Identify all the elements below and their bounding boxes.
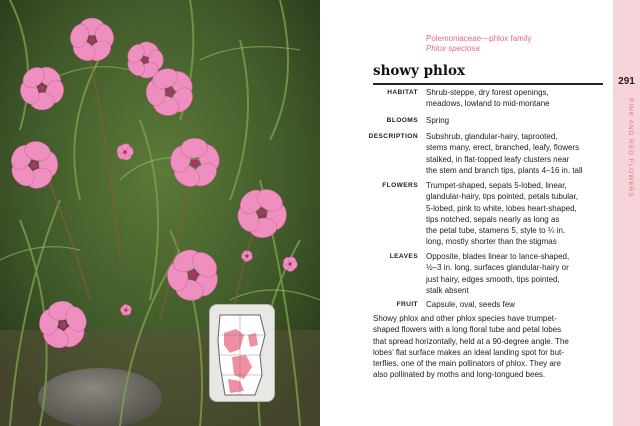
attr-line: meadows, lowland to mid-montane	[426, 99, 550, 109]
attr-line: 5-lobed, pink to white, lobes heart-shaped,	[426, 203, 577, 213]
range-map-graphic	[210, 305, 274, 401]
attr-line: tips notched, sepals nearly as long as	[426, 214, 560, 224]
attr-line: the stem and branch tips, plants 4–16 in. tall	[426, 165, 583, 175]
description-line: that spread horizontally, held at a 90-degree angle. The	[373, 336, 569, 346]
attr-line: Shrub-steppe, dry forest openings,	[426, 88, 549, 97]
common-name: showy phlox	[373, 63, 466, 79]
attr-line: stems many, erect, branched, leafy, flowers	[426, 143, 580, 153]
description-line: shaped flowers with a long floral tube and petal lobes	[373, 325, 562, 335]
attr-line: Opposite, blades linear to lance-shaped,	[426, 252, 570, 261]
scientific-name: Phlox speciosa	[426, 44, 480, 53]
attr-line: just hairy, edges smooth, tips pointed,	[426, 274, 560, 284]
attr-value-fruit	[426, 299, 606, 310]
description-line: also pollinated by moths and long-tongued bees.	[373, 370, 546, 380]
range-map-icon	[209, 304, 275, 402]
title-rule	[373, 83, 603, 85]
attr-value-habitat	[426, 87, 606, 110]
attr-value-blooms	[426, 115, 606, 126]
attr-label-fruit: FRUIT	[396, 301, 418, 308]
description-line: Showy phlox and other phlox species have trumpet-	[373, 314, 557, 323]
description-paragraph	[373, 313, 605, 381]
attr-label-description: DESCRIPTION	[368, 133, 418, 140]
attr-line: stalk absent	[426, 285, 469, 295]
attr-line: the petal tube, stamens 5, style to ¼ in.	[426, 226, 566, 236]
attr-label-habitat: HABITAT	[387, 89, 418, 96]
attr-label-leaves: LEAVES	[389, 253, 418, 260]
attr-line: Subshrub, glandular-hairy, taprooted,	[426, 132, 558, 141]
description-line: lobes’ flat surface makes an ideal landing spot for but-	[373, 347, 564, 357]
family-name: Polemoniaceae—phlox family	[426, 34, 532, 43]
section-tab-label: PINK AND RED FLOWERS	[627, 98, 634, 198]
attr-line: glandular-hairy, tips pointed, petals tubular,	[426, 192, 578, 202]
attr-value-flowers	[426, 180, 606, 248]
attr-value-leaves	[426, 251, 606, 296]
attr-value-description	[426, 131, 606, 176]
attr-line: stalked, in flat-topped leafy clusters near	[426, 154, 570, 164]
section-tab	[613, 0, 640, 426]
attr-line: long, mostly shorter than the stigmas	[426, 237, 557, 247]
page-number: 291	[618, 76, 635, 87]
attr-label-flowers: FLOWERS	[382, 182, 418, 189]
attr-line: ½–3 in. long, surfaces glandular-hairy or	[426, 263, 569, 273]
text-page	[320, 0, 640, 426]
attr-label-blooms: BLOOMS	[386, 117, 418, 124]
attr-line: Capsule, oval, seeds few	[426, 300, 515, 309]
attr-line: Trumpet-shaped, sepals 5-lobed, linear,	[426, 181, 567, 190]
description-line: terflies, one of the main pollinators of phlox. They are	[373, 359, 561, 369]
attr-line: Spring	[426, 116, 450, 125]
